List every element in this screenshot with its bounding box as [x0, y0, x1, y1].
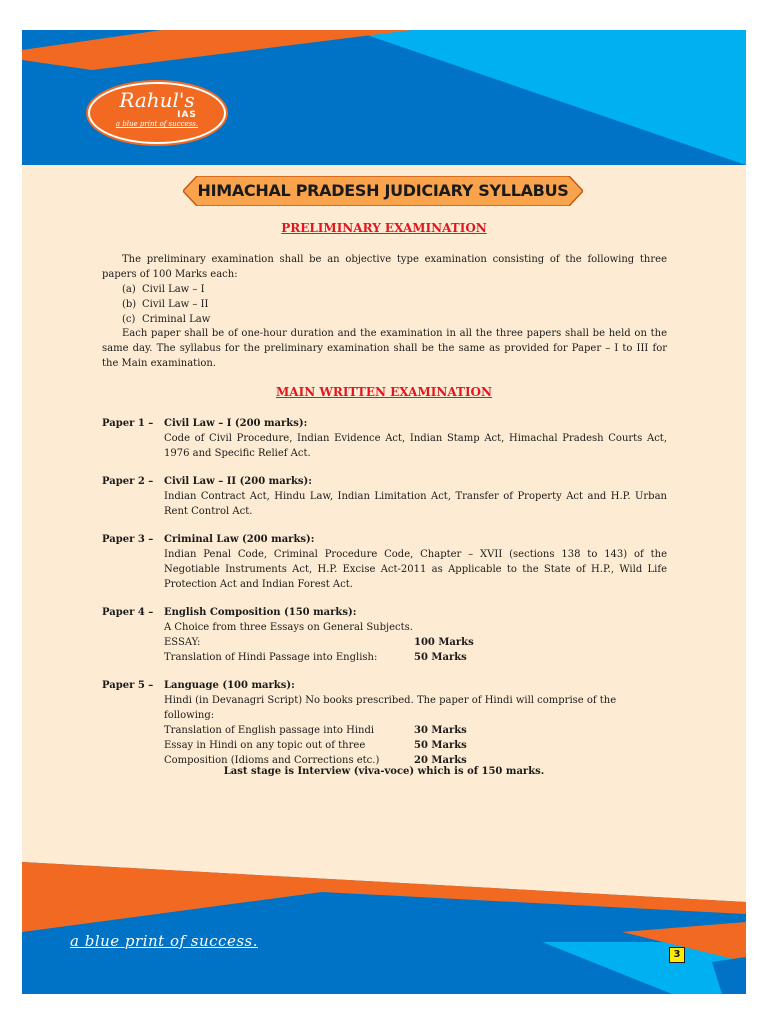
prelim-list: [102, 282, 667, 328]
prelim-outro: Each paper shall be of one-hour duration and the examination in all the three papers shall be held on the same day. The syllabus for the preliminary examination shall be the same as provided for Paper – I to III for the Main examination.: [102, 328, 667, 370]
document-page: [22, 30, 746, 994]
paper-3: [102, 532, 667, 592]
paper-label: Paper 4 –: [102, 607, 154, 618]
paper-body: Indian Contract Act, Hindu Law, Indian Limitation Act, Transfer of Property Act and H.P. Urban Rent Control Act.: [164, 491, 667, 517]
list-item: (c) Criminal Law: [122, 314, 211, 326]
paper-title: Language (100 marks):: [164, 680, 295, 691]
paper-4: [102, 605, 667, 665]
paper-intro: Hindi (in Devanagri Script) No books prescribed. The paper of Hindi will comprise of the following:: [164, 695, 617, 721]
paper-2: [102, 474, 667, 519]
list-item: (b) Civil Law – II: [122, 299, 209, 311]
marks-row: Composition (Idioms and Corrections etc.) 20 Marks: [164, 755, 467, 766]
paper-label: Paper 5 –: [102, 680, 154, 691]
paper-title: Criminal Law (200 marks):: [164, 534, 315, 545]
paper-title: Civil Law – II (200 marks):: [164, 476, 312, 487]
page-number: 3: [669, 947, 685, 963]
paper-title: English Composition (150 marks):: [164, 607, 357, 618]
marks-row: Translation of Hindi Passage into English: 50 Marks: [164, 652, 467, 663]
prelim-heading: PRELIMINARY EXAMINATION: [281, 221, 487, 235]
logo-tagline: a blue print of success.: [115, 120, 199, 128]
title-banner: [183, 176, 583, 206]
paper-label: Paper 3 –: [102, 534, 154, 545]
list-item: (a) Civil Law – I: [122, 284, 205, 295]
closing-note: Last stage is Interview (viva-voce) which is of 150 marks.: [223, 766, 545, 777]
marks-row: Translation of English passage into Hindi 30 Marks: [164, 725, 467, 736]
marks-row: Essay in Hindi on any topic out of three 50 Marks: [164, 740, 467, 751]
logo-sub: IAS: [177, 110, 197, 120]
paper-label: Paper 1 –: [102, 418, 154, 429]
prelim-intro: The preliminary examination shall be an objective type examination consisting of the following three papers of 100 Marks each:: [102, 254, 667, 281]
footer-band: [22, 862, 746, 994]
main-heading: MAIN WRITTEN EXAMINATION: [276, 385, 492, 399]
paper-label: Paper 2 –: [102, 476, 154, 487]
paper-body: Indian Penal Code, Criminal Procedure Code, Chapter – XVII (sections 138 to 143) of the Negotiable Instruments Act, H.P. Excise Act-2011 as Applicable to the State of H.P., Wild Life Protection Act and Indian Forest Act.: [164, 549, 667, 590]
logo-name: Rahul's: [119, 88, 195, 112]
paper-title: Civil Law – I (200 marks):: [164, 418, 308, 429]
paper-intro: A Choice from three Essays on General Subjects.: [164, 622, 413, 633]
footer-tagline: a blue print of success.: [70, 932, 258, 950]
paper-body: Code of Civil Procedure, Indian Evidence Act, Indian Stamp Act, Himachal Pradesh Courts Act, 1976 and Specific Relief Act.: [164, 433, 667, 459]
paper-1: [102, 416, 667, 461]
page-title: HIMACHAL PRADESH JUDICIARY SYLLABUS: [197, 181, 569, 200]
brand-logo: [88, 82, 226, 144]
marks-row: ESSAY: 100 Marks: [164, 637, 474, 648]
paper-5: [102, 678, 667, 768]
